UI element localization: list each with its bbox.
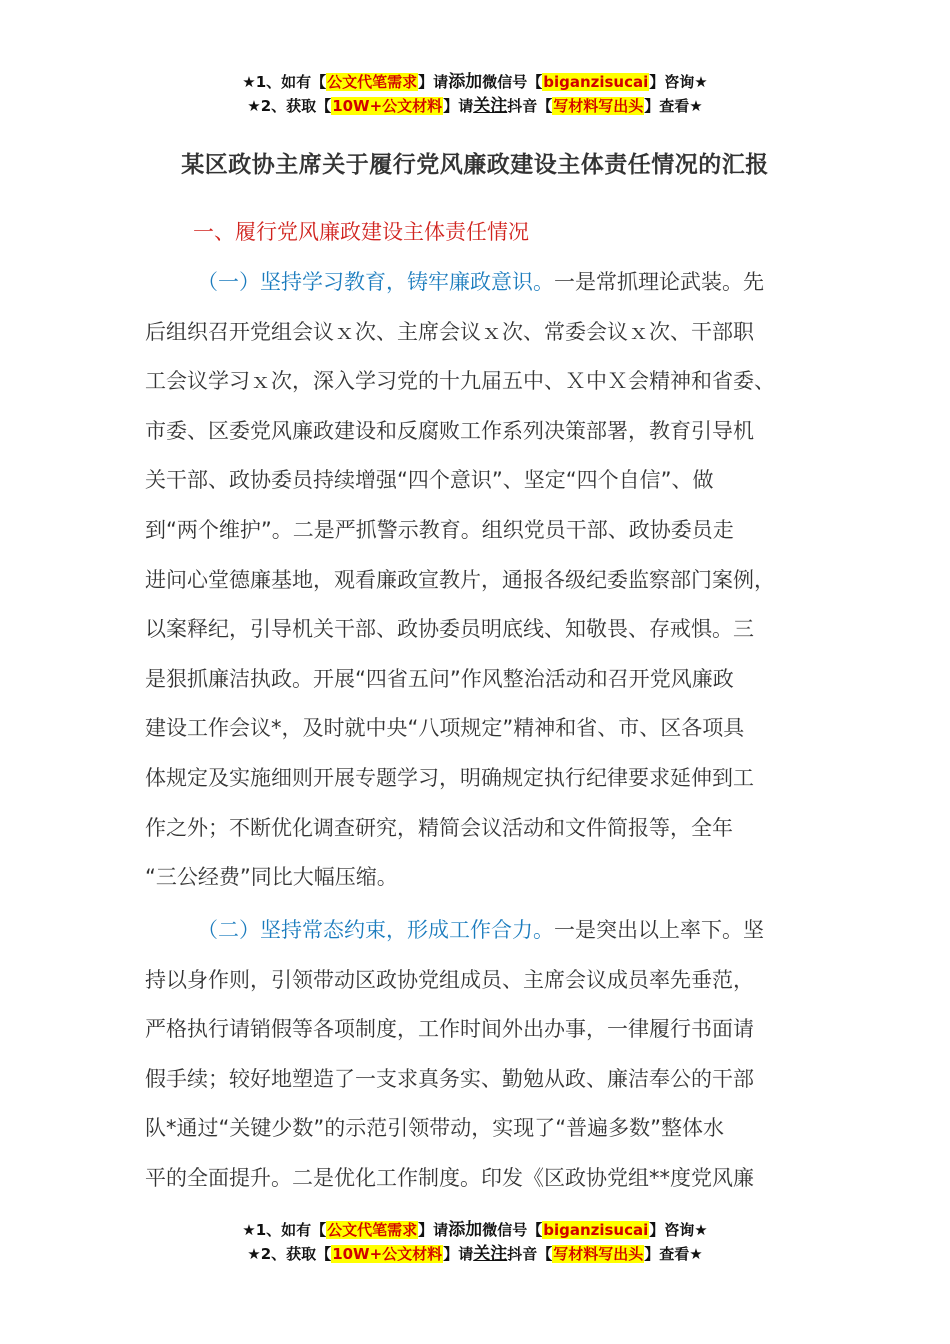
subheading-1: （一）坚持学习教育，铸牢廉政意识。 xyxy=(197,270,554,294)
banner-line-1-prefix: ★1、如有【 xyxy=(242,1221,327,1239)
paragraph-line: 作之外；不断优化调查研究，精简会议活动和文件简报等，全年 xyxy=(145,815,733,840)
banner-line-2-suffix: 】查看★ xyxy=(644,97,703,115)
paragraph-line: 市委、区委党风廉政建设和反腐败工作系列决策部署，教育引导机 xyxy=(145,418,754,443)
banner-line-1-mid: 】请 xyxy=(418,1221,449,1239)
paragraph-line: 关干部、政协委员持续增强“四个意识”、坚定“四个自信”、做 xyxy=(145,468,714,493)
banner-douyin-id: 写材料写出头 xyxy=(553,97,644,115)
banner-highlight-service: 公文代笔需求 xyxy=(327,73,418,91)
paragraph-section-1 xyxy=(145,258,825,903)
paragraph-section-2 xyxy=(145,906,825,1204)
banner-line-2 xyxy=(0,1242,950,1266)
banner-wechat-id: biganzisucai xyxy=(543,1221,649,1239)
paragraph-line: 队*通过“关键少数”的示范引领带动，实现了“普遍多数”整体水 xyxy=(145,1116,725,1141)
banner-line-1 xyxy=(0,1218,950,1242)
banner-highlight-service: 公文代笔需求 xyxy=(327,1221,418,1239)
paragraph-line: 建设工作会议*，及时就中央“八项规定”精神和省、市、区各项具 xyxy=(145,716,745,741)
paragraph-line: 进问心堂德廉基地，观看廉政宣教片，通报各级纪委监察部门案例， xyxy=(145,567,775,592)
paragraph-line: 是狠抓廉洁执政。开展“四省五问”作风整治活动和召开党风廉政 xyxy=(145,666,734,691)
section-heading-1: 一、履行党风廉政建设主体责任情况 xyxy=(193,220,529,244)
banner-line-2-mid: 】请 xyxy=(443,97,474,115)
header-banner xyxy=(0,70,950,118)
paragraph-line: 体规定及实施细则开展专题学习，明确规定执行纪律要求延伸到工 xyxy=(145,765,754,790)
paragraph-line: “三公经费”同比大幅压缩。 xyxy=(145,865,398,890)
banner-line-2-mid2: 抖音【 xyxy=(507,97,553,115)
banner-line-2-prefix: ★2、获取【 xyxy=(247,1245,332,1263)
paragraph-line: （二）坚持常态约束，形成工作合力。一是突出以上率下。坚 xyxy=(197,918,764,942)
paragraph-line: 以案释纪，引导机关干部、政协委员明底线、知敬畏、存戒惧。三 xyxy=(145,617,754,642)
paragraph-line: 到“两个维护”。二是严抓警示教育。组织党员干部、政协委员走 xyxy=(145,517,734,542)
banner-wechat-id: biganzisucai xyxy=(543,73,649,91)
banner-line-2-suffix: 】查看★ xyxy=(644,1245,703,1263)
banner-line-1-mid: 】请 xyxy=(418,73,449,91)
banner-emphasis-follow: 关注 xyxy=(473,96,508,116)
banner-line-2-prefix: ★2、获取【 xyxy=(247,97,332,115)
banner-line-2-mid: 】请 xyxy=(443,1245,474,1263)
banner-emphasis-add: 添加 xyxy=(448,1220,483,1240)
paragraph-line: 持以身作则，引领带动区政协党组成员、主席会议成员率先垂范， xyxy=(145,967,754,992)
banner-highlight-materials: 10W+公文材料 xyxy=(332,97,443,115)
banner-emphasis-follow: 关注 xyxy=(473,1244,508,1264)
paragraph-line: 假手续；较好地塑造了一支求真务实、勤勉从政、廉洁奉公的干部 xyxy=(145,1066,754,1091)
subheading-2: （二）坚持常态约束，形成工作合力。 xyxy=(197,918,554,942)
paragraph-line: （一）坚持学习教育，铸牢廉政意识。一是常抓理论武装。先 xyxy=(197,270,764,294)
banner-line-1-suffix: 】咨询★ xyxy=(649,73,708,91)
banner-emphasis-add: 添加 xyxy=(448,72,483,92)
paragraph-line: 严格执行请销假等各项制度，工作时间外出办事，一律履行书面请 xyxy=(145,1017,754,1042)
paragraph-line: 平的全面提升。二是优化工作制度。印发《区政协党组**度党风廉 xyxy=(145,1165,754,1190)
banner-line-1 xyxy=(0,70,950,94)
paragraph-line: 后组织召开党组会议ｘ次、主席会议ｘ次、常委会议ｘ次、干部职 xyxy=(145,319,754,344)
banner-line-1-prefix: ★1、如有【 xyxy=(242,73,327,91)
paragraph-line: 工会议学习ｘ次，深入学习党的十九届五中、Ｘ中Ｘ会精神和省委、 xyxy=(145,369,775,394)
page-title: 某区政协主席关于履行党风廉政建设主体责任情况的汇报 xyxy=(181,152,769,178)
banner-douyin-id: 写材料写出头 xyxy=(553,1245,644,1263)
banner-line-2 xyxy=(0,94,950,118)
footer-banner xyxy=(0,1218,950,1266)
banner-line-2-mid2: 抖音【 xyxy=(507,1245,553,1263)
banner-highlight-materials: 10W+公文材料 xyxy=(332,1245,443,1263)
banner-line-1-mid2: 微信号【 xyxy=(482,1221,543,1239)
banner-line-1-suffix: 】咨询★ xyxy=(649,1221,708,1239)
banner-line-1-mid2: 微信号【 xyxy=(482,73,543,91)
